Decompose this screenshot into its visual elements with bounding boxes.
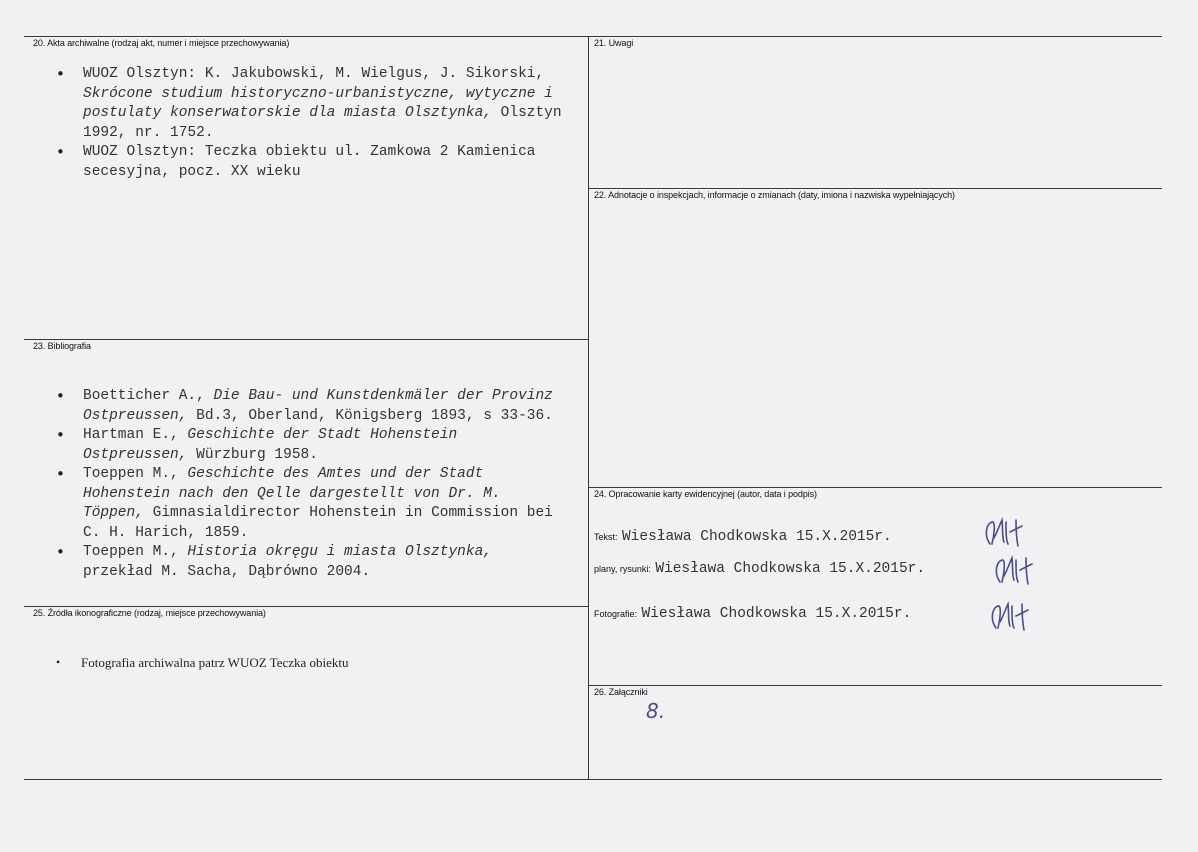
rule-center (588, 36, 589, 779)
list-item (54, 426, 569, 465)
row-label: Tekst: (594, 532, 618, 542)
rule-s26 (588, 685, 1162, 686)
archive-list (54, 65, 564, 182)
row-label: Fotografie: (594, 609, 638, 619)
list-item (54, 465, 569, 543)
author-row-text (594, 527, 892, 545)
item-title: Skrócone studium historyczno-urbanistyczne, wytyczne i postulaty konserwatorskie dla miasta Olsztynka, (83, 85, 553, 121)
item-text: Boetticher A., (83, 388, 214, 404)
list-item (54, 65, 564, 143)
item-text: Hartman E., (83, 427, 188, 443)
section-25-label: 25. Źródła ikonograficzne (rodzaj, miejsce przechowywania) (33, 608, 266, 618)
item-text: Bd.3, Oberland, Königsberg 1893, s 33-36. (187, 407, 553, 424)
item-text: przekład M. Sacha, Dąbrówno 2004. (83, 563, 371, 580)
section-22-label: 22. Adnotacje o inspekcjach, informacje o zmianach (daty, imiona i nazwiska wypełniających) (594, 190, 955, 200)
item-title: Die Bau- und Kunstdenkmäler der Provinz Ostpreussen, (83, 388, 553, 424)
item-text: WUOZ Olsztyn: K. Jakubowski, M. Wielgus, J. Sikorski, (83, 66, 545, 82)
rule-bottom (24, 779, 1162, 780)
rule-s24 (588, 487, 1162, 488)
list-item (54, 387, 569, 426)
handwritten-signature-icon (986, 594, 1032, 634)
item-title: Geschichte der Stadt Hohenstein Ostpreussen, (83, 427, 458, 463)
item-title: Geschichte des Amtes und der Stadt Hohenstein nach den Qelle dargestellt von Dr. M. Töppen, (83, 466, 501, 521)
handwritten-signature-icon (990, 548, 1036, 588)
attachments-count: 8. (646, 699, 666, 723)
rule-top (24, 36, 1162, 37)
row-value: Wiesława Chodkowska 15.X.2015r. (655, 561, 926, 577)
section-26-label: 26. Załączniki (594, 687, 648, 697)
row-label: plany, rysunki: (594, 564, 651, 574)
rule-s25 (24, 606, 588, 607)
rule-s23 (24, 339, 588, 340)
list-item (54, 543, 569, 582)
item-text: WUOZ Olsztyn: Teczka obiektu ul. Zamkowa 2 Kamienica secesyjna, pocz. XX wieku (83, 144, 536, 180)
item-text: Toeppen M., (83, 544, 188, 560)
item-text: Toeppen M., (83, 466, 188, 482)
item-text: Olsztyn 1992, nr. 1752. (83, 105, 562, 141)
list-item: • Fotografia archiwalna patrz WUOZ Teczka obiektu (54, 654, 554, 671)
rule-s22 (588, 188, 1162, 189)
section-24-label: 24. Opracowanie karty ewidencyjnej (autor, data i podpis) (594, 489, 817, 499)
bibliography-list (54, 387, 569, 582)
section-23-label: 23. Bibliografia (33, 341, 91, 351)
section-20-label: 20. Akta archiwalne (rodzaj akt, numer i miejsce przechowywania) (33, 38, 290, 48)
list-item (54, 143, 564, 182)
iconography-list (54, 654, 554, 671)
handwritten-signature-icon (980, 510, 1026, 550)
item-text: Würzburg 1958. (187, 446, 318, 463)
item-text: Gimnasialdirector Hohenstein in Commission bei C. H. Harich, 1859. (83, 505, 553, 541)
item-title: Historia okręgu i miasta Olsztynka, (187, 544, 492, 560)
author-row-plans (594, 559, 925, 577)
section-21-label: 21. Uwagi (594, 38, 634, 48)
row-value: Wiesława Chodkowska 15.X.2015r. (641, 606, 912, 622)
row-value: Wiesława Chodkowska 15.X.2015r. (621, 529, 892, 545)
author-row-photos (594, 604, 911, 622)
